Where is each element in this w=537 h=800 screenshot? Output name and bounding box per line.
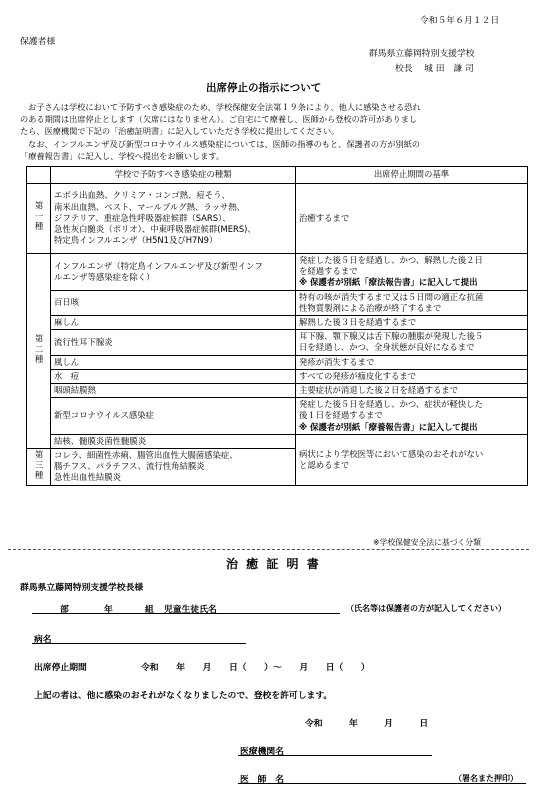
rubella-criteria: 発疹が消失するまで bbox=[296, 355, 528, 369]
addressee: 保護者様 bbox=[20, 37, 56, 47]
rubella-disease: 風しん bbox=[51, 355, 296, 369]
criteria-line: と認めるまで bbox=[299, 459, 350, 470]
cut-line bbox=[8, 549, 529, 550]
table-row-mumps bbox=[27, 330, 528, 355]
pharyngo-disease: 咽頭結膜熱 bbox=[51, 384, 296, 398]
body-p2-line1: なお、インフルエンザ及び新型コロナウイルス感染症については、医師の指導のもと、保護者の方が別紙の bbox=[28, 139, 421, 149]
table-row-pertussis bbox=[27, 290, 528, 315]
pertussis-disease: 百日咳 bbox=[51, 290, 296, 315]
certificate-title: 治 癒 証 明 書 bbox=[226, 557, 321, 571]
table-row-measles bbox=[27, 316, 528, 330]
body-p1-line1: お子さんは学校において予防すべき感染症のため、学校保健安全法第１９条により、他人に感染させる恐れ bbox=[28, 102, 421, 112]
body-p2-line2: 「療養報告書」に記入し、学校へ提出をお願いします。 bbox=[20, 151, 225, 161]
disease-line: ルエンザ等感染症を除く） bbox=[54, 271, 155, 282]
cat3-disease-line: コレラ、細菌性赤痢、腸管出血性大腸菌感染症、 bbox=[54, 450, 238, 461]
covid-disease: 新型コロナウイルス感染症 bbox=[51, 398, 296, 435]
cat3-disease-line: 急性出血性結膜炎 bbox=[54, 472, 121, 483]
period-text: 令和 年 月 日（ ）～ 月 日（ ） bbox=[141, 663, 370, 673]
nen-label: 年 bbox=[104, 605, 113, 615]
table-row-pharyngoconjunctival bbox=[27, 384, 528, 398]
seal-note: （署名また押印） bbox=[454, 774, 518, 783]
table-row-cat1 bbox=[27, 184, 528, 254]
table-row-rubella bbox=[27, 355, 528, 369]
period-label: 出席停止期間 bbox=[34, 663, 87, 673]
varicella-disease: 水 痘 bbox=[51, 369, 296, 383]
pertussis-criteria bbox=[296, 290, 528, 315]
disease-line[interactable] bbox=[32, 630, 246, 644]
body-p1-line2: のある期間は出席停止とします（欠席にはなりません）。ご自宅にて療養し、医師から登校の許可がありまし bbox=[20, 114, 418, 124]
header-criteria: 出席停止期間の基準 bbox=[296, 167, 528, 184]
criteria-line: を経過するまで bbox=[299, 266, 358, 277]
certificate-addressee: 群馬県立藤岡特別支援学校長様 bbox=[20, 583, 144, 593]
parent-report-note: ※ 保護者が別紙「療法報告書」に記入して提出 bbox=[299, 277, 478, 288]
criteria-line: 後１日を経過するまで bbox=[299, 410, 383, 421]
category-1: 第一種 bbox=[27, 184, 51, 254]
permission-statement: 上記の者は、他に感染のおそれがなくなりましたので、登校を許可します。 bbox=[34, 691, 333, 701]
body-p1-line3: たら、医療機関で下記の「治癒証明書」に記入していただき学校に提出してください。 bbox=[20, 126, 340, 136]
criteria-line: 特有の咳が消失するまで又は５日間の適正な抗菌 bbox=[299, 291, 484, 302]
issue-date-field: 令和 年 月 日 bbox=[305, 719, 429, 729]
cat1-disease-line: 急性灰白髄炎（ポリオ）、中東呼吸器症候群(MERS)、 bbox=[54, 224, 256, 235]
criteria-line: 性物質製剤による治療が終了するまで bbox=[299, 302, 442, 313]
influenza-criteria bbox=[296, 254, 528, 291]
cat1-disease-line: エボラ出血熱、クリミア・コンゴ熱、痘そう、 bbox=[54, 190, 230, 201]
disease-label: 病名 bbox=[34, 635, 52, 645]
varicella-criteria: すべての発疹が痂皮化するまで bbox=[296, 369, 528, 383]
criteria-line: 発症した後５日を経過し、かつ、解熱した後２日 bbox=[299, 255, 483, 265]
principal-name: 校長 城 田 謙 司 bbox=[395, 64, 474, 74]
cat1-disease-line: 特定鳥インフルエンザ（H5N1及びH7N9） bbox=[54, 235, 218, 246]
table-row-influenza bbox=[27, 254, 528, 291]
facility-label: 医療機関名 bbox=[240, 747, 284, 757]
header-disease: 学校で予防すべき感染症の種類 bbox=[51, 167, 296, 184]
category-3: 第三種 bbox=[27, 449, 51, 486]
cat1-disease-line: 南米出血熱、ペスト、マールブルグ熱、ラッサ熱、 bbox=[54, 201, 246, 212]
table-row-covid bbox=[27, 398, 528, 435]
measles-disease: 麻しん bbox=[51, 316, 296, 330]
pharyngo-criteria: 主要症状が消退した後２日を経過するまで bbox=[296, 384, 528, 398]
name-note: （氏名等は保護者の方が記入してください） bbox=[346, 604, 506, 613]
page-title: 出席停止の指示について bbox=[206, 82, 322, 94]
disease-line: インフルエンザ（特定鳥インフルエンザ及び新型インフ bbox=[54, 260, 263, 271]
table-row-tuberculosis bbox=[27, 434, 528, 448]
tb-disease: 結核、髄膜炎菌性髄膜炎 bbox=[51, 434, 296, 448]
bu-label: 部 bbox=[60, 605, 69, 615]
cat3-diseases bbox=[51, 449, 296, 486]
criteria-line: 発症した後５日を経過し、かつ、症状が軽快した bbox=[299, 399, 483, 410]
table-row-varicella bbox=[27, 369, 528, 383]
kumi-label: 組 bbox=[145, 605, 154, 615]
measles-criteria: 解熱した後３日を経過するまで bbox=[296, 316, 528, 330]
covid-criteria bbox=[296, 398, 528, 435]
parent-report-note: ※ 保護者が別紙「療養報告書」に記入して提出 bbox=[299, 421, 478, 432]
table-footnote: ※学校保健安全法に基づく分類 bbox=[373, 538, 481, 547]
disease-table bbox=[26, 166, 528, 486]
header-blank bbox=[27, 167, 51, 184]
criteria-line: 日を経過し、かつ、全身状態が良好になるまで bbox=[299, 342, 475, 353]
student-name-label: 児童生徒氏名 bbox=[164, 605, 217, 615]
cat1-disease-line: ジフテリア、重症急性呼吸器症候群（SARS）、 bbox=[54, 212, 231, 223]
doctor-label: 医 師 名 bbox=[240, 775, 284, 785]
table-header-row bbox=[27, 167, 528, 184]
criteria-line: 耳下腺、顎下腺又は舌下腺の腫脹が発現した後５ bbox=[299, 331, 484, 342]
influenza-disease bbox=[51, 254, 296, 291]
cat1-diseases bbox=[51, 184, 296, 254]
cat1-criteria: 治癒するまで bbox=[296, 184, 528, 254]
category-2: 第二種 bbox=[27, 254, 51, 449]
other-criteria bbox=[296, 434, 528, 485]
school-name: 群馬県立藤岡特別支援学校 bbox=[369, 49, 475, 59]
criteria-line: 病状により学校医等において感染のおそれがない bbox=[299, 448, 484, 459]
mumps-disease: 流行性耳下腺炎 bbox=[51, 330, 296, 355]
cat3-disease-line: 腸チフス、パラチフス、流行性角結膜炎 bbox=[54, 461, 205, 472]
mumps-criteria bbox=[296, 330, 528, 355]
issue-date: 令和５年６月１２日 bbox=[420, 16, 500, 26]
